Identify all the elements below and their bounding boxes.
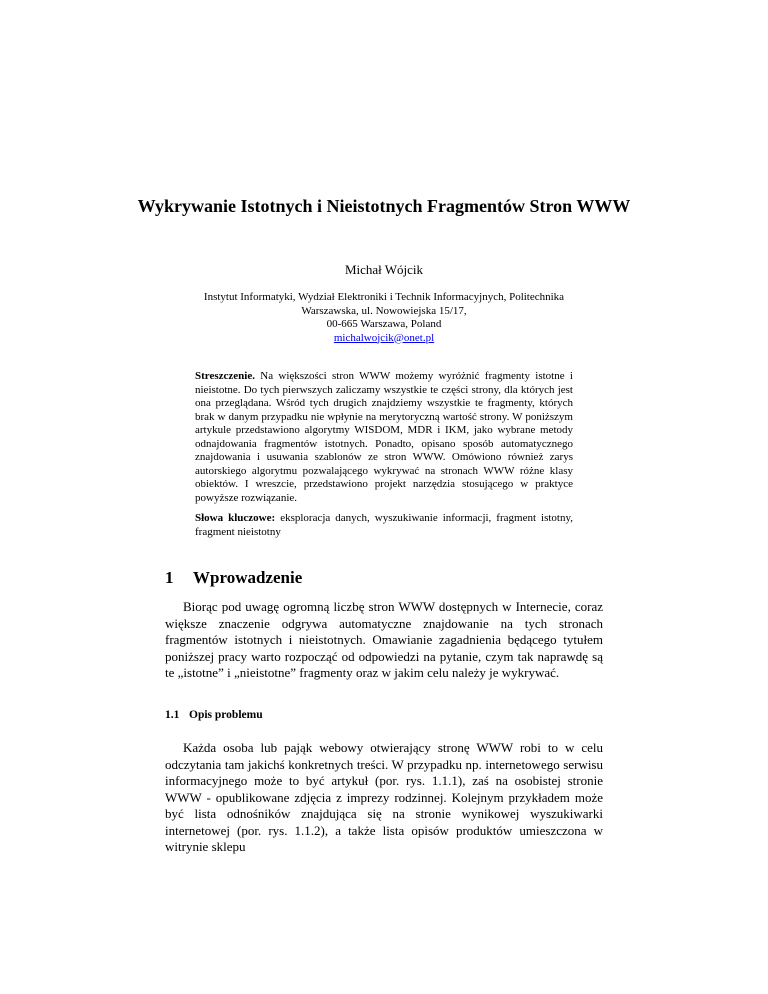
keywords-label: Słowa kluczowe: bbox=[195, 512, 276, 524]
keywords-text: eksploracja danych, wyszukiwanie informacji, fragment istotny, fragment nieistotny bbox=[195, 512, 574, 538]
abstract bbox=[195, 370, 573, 505]
abstract-label: Streszczenie. bbox=[195, 370, 255, 382]
subsection-heading-1-1 bbox=[165, 708, 263, 722]
paper-title: Wykrywanie Istotnych i Nieistotnych Fragmentów Stron WWW bbox=[137, 196, 631, 216]
keywords bbox=[195, 512, 573, 539]
affiliation-line-2: Warszawska, ul. Nowowiejska 15/17, bbox=[301, 304, 467, 317]
section-title: Wprowadzenie bbox=[193, 568, 303, 587]
subsection-1-1-paragraph: Każda osoba lub pająk webowy otwierający stronę WWW robi to w celu odczytania tam jakichś konkretnych treści. W przypadku np. internetowego serwisu informacyjnego może to być artykuł (por. rys. 1.1.1), zaś na osobistej stronie WWW - opublikowane zdjęcia z imprezy rodzinnej. Kolejnym przykładem może być lista odnośników znajdująca się na stronie wynikowej wyszukiwarki internetowej (por. rys. 1.1.2), a także lista opisów produktów umieszczona w witrynie sklepu bbox=[165, 740, 603, 854]
affiliation-line-1: Instytut Informatyki, Wydział Elektroniki i Technik Informacyjnych, Politechnika bbox=[203, 291, 565, 303]
abstract-text: Na większości stron WWW możemy wyróżnić fragmenty istotne i nieistotne. Do tych pierwszych zaliczamy wszystkie te części strony, dla których jest ona przeglądana. Wśród tych drugich znajdziemy wszystkie te fragmenty, których brak w danym przypadku nie wpłynie na merytoryczną wartość strony. W poniższym artykule przedstawiono algorytmy WISDOM, MDR i IKM, jako wybrane metody odnajdowania fragmentów istotnych. Ponadto, opisano sposób automatycznego znajdowania i usuwania szablonów ze stron WWW. Omówiono również zarys autorskiego algorytmu pozwalającego wykrywać na stronach WWW różne klasy obiektów. I wreszcie, przedstawiono projekt narzędzia stosującego w praktyce powyższe rozwiązanie. bbox=[195, 370, 573, 504]
section-1-paragraph: Biorąc pod uwagę ogromną liczbę stron WWW dostępnych w Internecie, coraz większe znaczenie odgrywa automatyczne znajdowanie na tych stronach fragmentów istotnych i nieistotnych. Omawianie zagadnienia będącego tytułem poniższej pracy warto rozpocząć od odpowiedzi na pytanie, czym tak naprawdę są te „istotne” i „nieistotne” fragmenty oraz w jakim celu należy je wykrywać. bbox=[165, 599, 603, 680]
author-email-link[interactable]: michalwojcik@onet.pl bbox=[333, 331, 435, 344]
author-name: Michał Wójcik bbox=[344, 262, 424, 277]
section-number: 1 bbox=[165, 568, 174, 587]
subsection-number: 1.1 bbox=[165, 709, 180, 721]
section-heading-1 bbox=[165, 567, 302, 589]
affiliation-line-3: 00-665 Warszawa, Poland bbox=[326, 318, 442, 330]
affiliation bbox=[160, 291, 608, 345]
subsection-title: Opis problemu bbox=[189, 709, 263, 721]
